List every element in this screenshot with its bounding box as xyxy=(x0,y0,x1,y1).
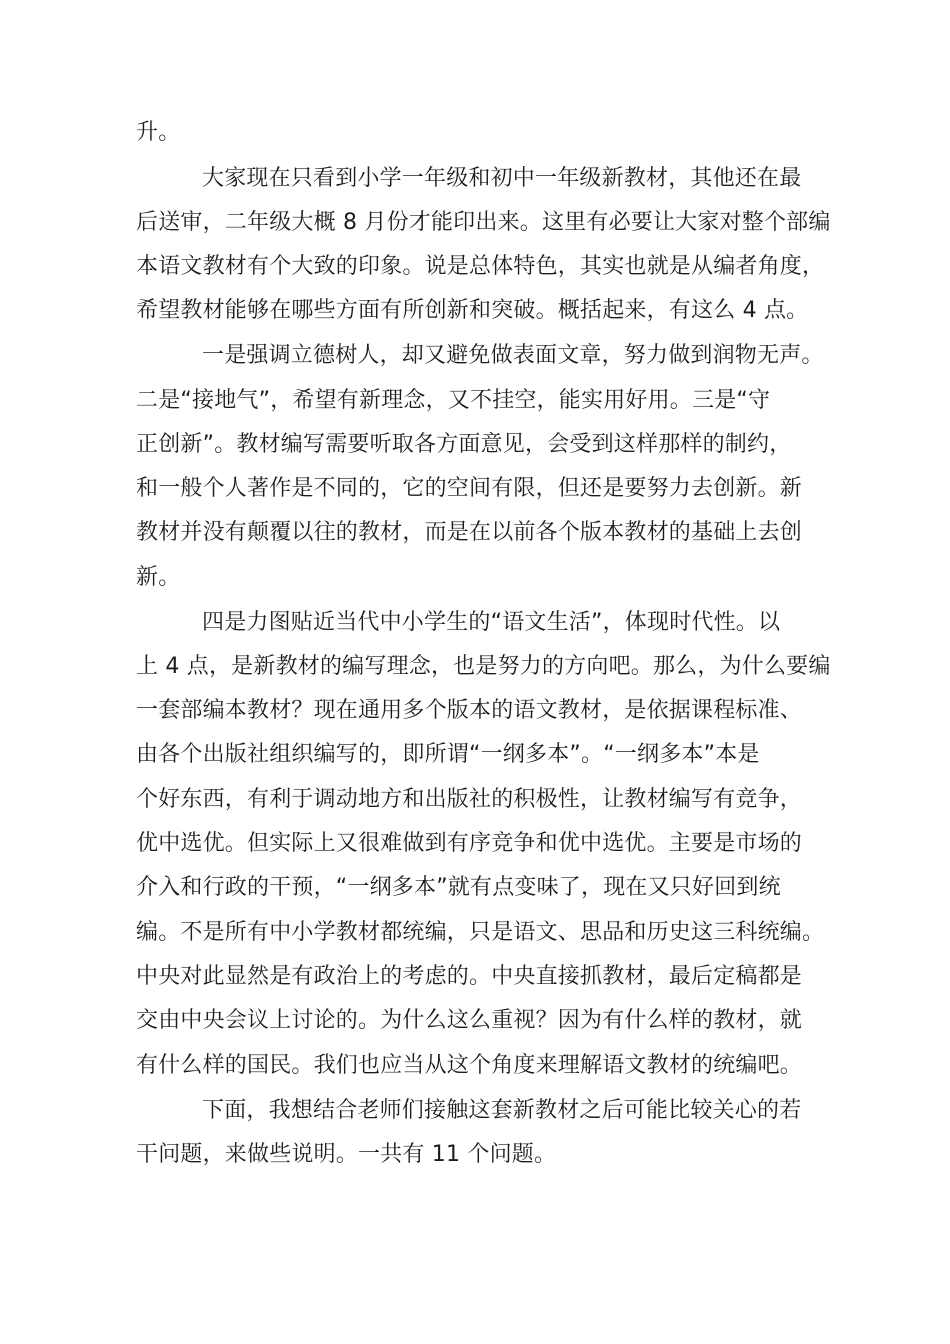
text-line: 升。 xyxy=(136,120,181,145)
text-line: 中央对此显然是有政治上的考虑的。中央直接抓教材，最后定稿都是 xyxy=(136,964,803,989)
text-line: 个好东西，有利于调动地方和出版社的积极性，让教材编写有竞争， xyxy=(136,787,803,812)
text-line: 介入和行政的干预，“一纲多本”就有点变味了，现在又只好回到统 xyxy=(136,875,781,900)
text-line: 新。 xyxy=(136,565,181,590)
text-line: 正创新”。教材编写需要听取各方面意见，会受到这样那样的制约， xyxy=(136,432,792,457)
text-line: 后送审，二年级大概 8 月份才能印出来。这里有必要让大家对整个部编 xyxy=(136,210,831,235)
text-line: 交由中央会议上讨论的。为什么这么重视？因为有什么样的教材，就 xyxy=(136,1008,803,1033)
text-line: 和一般个人著作是不同的，它的空间有限，但还是要努力去创新。新 xyxy=(136,476,803,501)
paragraph-first-line: 下面，我想结合老师们接触这套新教材之后可能比较关心的若 xyxy=(202,1098,802,1123)
text-line: 有什么样的国民。我们也应当从这个角度来理解语文教材的统编吧。 xyxy=(136,1053,803,1078)
text-line: 干问题，来做些说明。一共有 11 个问题。 xyxy=(136,1142,557,1167)
text-line: 一套部编本教材？现在通用多个版本的语文教材，是依据课程标准、 xyxy=(136,698,803,723)
text-line: 优中选优。但实际上又很难做到有序竞争和优中选优。主要是市场的 xyxy=(136,831,803,856)
text-line: 二是“接地气”，希望有新理念，又不挂空，能实用好用。三是“守 xyxy=(136,388,771,413)
text-line: 由各个出版社组织编写的，即所谓“一纲多本”。“一纲多本”本是 xyxy=(136,742,760,767)
text-line: 编。不是所有中小学教材都统编，只是语文、思品和历史这三科统编。 xyxy=(136,920,825,945)
text-line: 希望教材能够在哪些方面有所创新和突破。概括起来，有这么 4 点。 xyxy=(136,298,809,323)
paragraph-first-line: 四是力图贴近当代中小学生的“语文生活”，体现时代性。以 xyxy=(202,610,781,635)
text-line: 本语文教材有个大致的印象。说是总体特色，其实也就是从编者角度， xyxy=(136,254,825,279)
text-line: 上 4 点，是新教材的编写理念，也是努力的方向吧。那么，为什么要编 xyxy=(136,654,831,679)
text-line: 教材并没有颠覆以往的教材，而是在以前各个版本教材的基础上去创 xyxy=(136,520,803,545)
paragraph-first-line: 大家现在只看到小学一年级和初中一年级新教材，其他还在最 xyxy=(202,166,802,191)
paragraph-first-line: 一是强调立德树人，却又避免做表面文章，努力做到润物无声。 xyxy=(202,343,824,368)
